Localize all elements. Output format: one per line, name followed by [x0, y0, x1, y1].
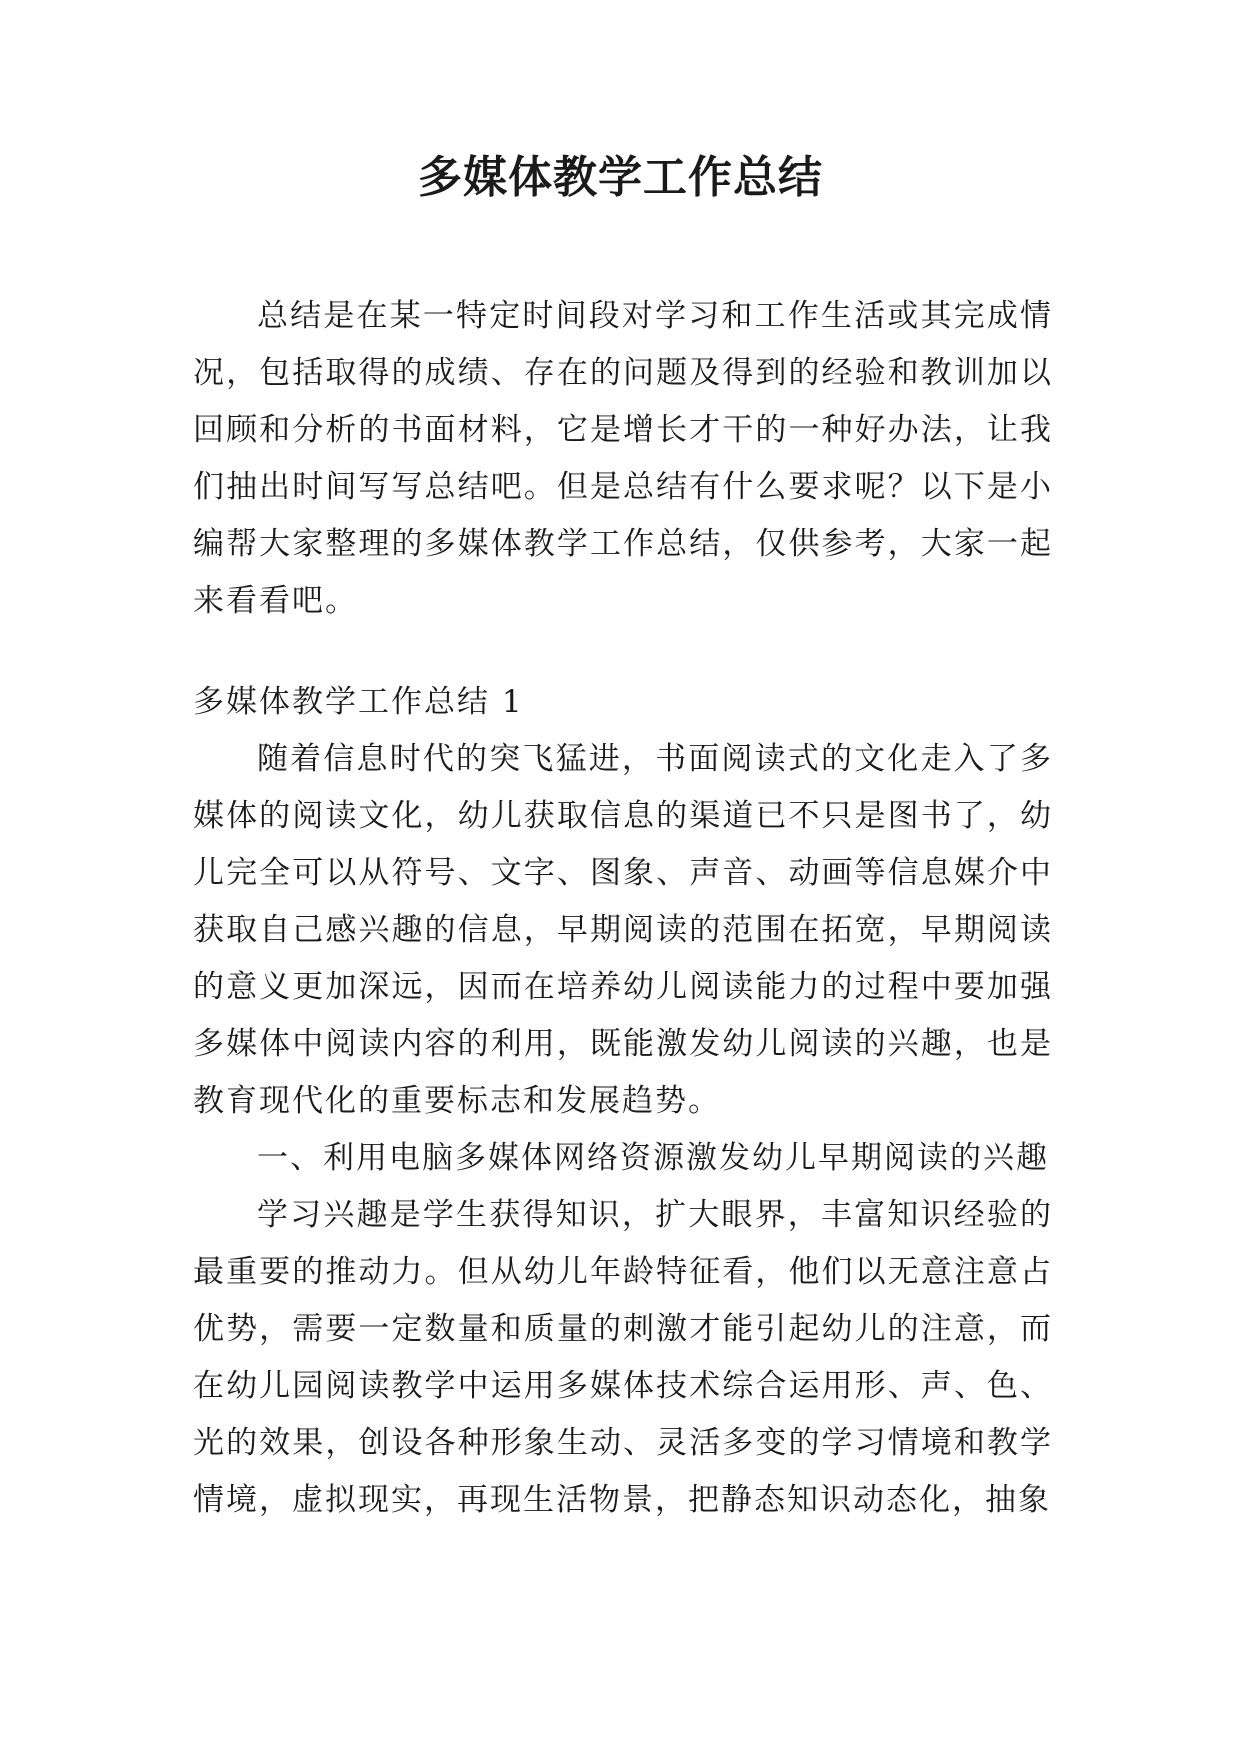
section-heading: 多媒体教学工作总结 1: [193, 684, 524, 720]
document-title: 多媒体教学工作总结: [418, 152, 823, 203]
document-body: [193, 288, 1053, 1529]
subsection-heading: 一、利用电脑多媒体网络资源激发幼儿早期阅读的兴趣: [257, 1140, 1049, 1176]
body-paragraph: 学习兴趣是学生获得知识，扩大眼界，丰富知识经验的最重要的推动力。但从幼儿年龄特征看，他们以无意注意占优势，需要一定数量和质量的刺激才能引起幼儿的注意，而在幼儿园阅读教学中运用多媒体技术综合运用形、声、色、光的效果，创设各种形象生动、灵活多变的学习情境和教学情境，虚拟现实，再现生活物景，把静态知识动态化，抽象: [193, 1197, 1053, 1518]
body-paragraph: 随着信息时代的突飞猛进，书面阅读式的文化走入了多媒体的阅读文化，幼儿获取信息的渠道已不只是图书了，幼儿完全可以从符号、文字、图象、声音、动画等信息媒介中获取自己感兴趣的信息，早期阅读的范围在拓宽，早期阅读的意义更加深远，因而在培养幼儿阅读能力的过程中要加强多媒体中阅读内容的利用，既能激发幼儿阅读的兴趣，也是教育现代化的重要标志和发展趋势。: [193, 741, 1053, 1119]
intro-paragraph: 总结是在某一特定时间段对学习和工作生活或其完成情况，包括取得的成绩、存在的问题及得到的经验和教训加以回顾和分析的书面材料，它是增长才干的一种好办法，让我们抽出时间写写总结吧。但是总结有什么要求呢？以下是小编帮大家整理的多媒体教学工作总结，仅供参考，大家一起来看看吧。: [193, 298, 1053, 619]
